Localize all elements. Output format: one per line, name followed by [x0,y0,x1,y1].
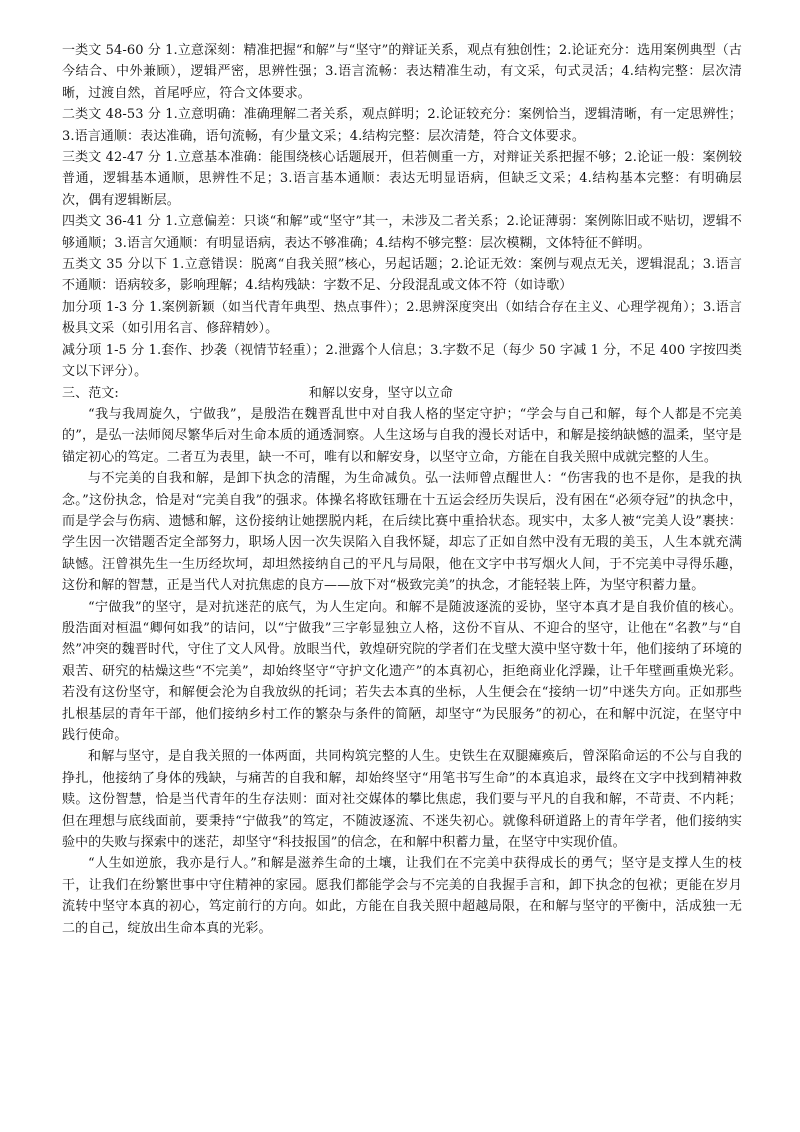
rubric-tier-4: 四类文 36-41 分 1.立意偏差：只谈“和解”或“坚守”其一，未涉及二者关系；2.论证薄弱：案例陈旧或不贴切，逻辑不够通顺；3.语言欠通顺：有明显语病，表达不够准确；4.结构不够完整：层次模糊，文体特征不鲜明。 [62,214,742,251]
document-page [62,40,742,939]
section-heading [62,383,742,404]
rubric-deduction: 减分项 1-5 分 1.套作、抄袭（视情节轻重）；2.泄露个人信息；3.字数不足（每少 50 字减 1 分，不足 400 字按四类文以下评分）。 [62,342,742,380]
rubric-tier-5: 五类文 35 分以下 1.立意错误：脱离“自我关照”核心，另起话题；2.论证无效：案例与观点无关，逻辑混乱；3.语言不通顺：语病较多，影响理解；4.结构残缺：字数不足、分段混乱或文体不符（如诗歌） [62,257,742,294]
rubric-tier-1: 一类文 54-60 分 1.立意深刻：精准把握“和解”与“坚守”的辩证关系，观点有独创性；2.论证充分：选用案例典型（古今结合、中外兼顾），逻辑严密，思辨性强；3.语言流畅：表达精准生动，有文采，句式灵活；4.结构完整：层次清晰，过渡自然，首尾呼应，符合文体要求。 [62,43,742,101]
section-label: 三、范文: [62,385,119,401]
essay-paragraph: 与不完美的自我和解，是卸下执念的清醒，为生命减负。弘一法师曾点醒世人：“伤害我的也不是你，是我的执念。”这份执念，恰是对“完美自我”的强求。体操名将欧钰珊在十五运会经历失误后，没有困在“必须夺冠”的执念中，而是学会与伤病、遗憾和解，这份接纳让她摆脱内耗，在后续比赛中重拾状态。现实中，太多人被“完美人设”裹挟：学生因一次错题否定全部努力，职场人因一次失误陷入自我怀疑，却忘了正如自然中没有无瑕的美玉，人生本就充满缺憾。汪曾祺先生一生历经坎坷，却坦然接纳自己的平凡与局限，他在文字中书写烟火人间，于不完美中寻得乐趣，这份和解的智慧，正是当代人对抗焦虑的良方——放下对“极致完美”的执念，才能轻装上阵，为坚守积蓄力量。 [62,471,742,594]
essay-paragraph: 和解与坚守，是自我关照的一体两面，共同构筑完整的人生。史铁生在双腿瘫痪后，曾深陷命运的不公与自我的挣扎，他接纳了身体的残缺，与痛苦的自我和解，却始终坚守“用笔书写生命”的本真追求，最终在文字中找到精神救赎。这份智慧，恰是当代青年的生存法则：面对社交媒体的攀比焦虑，我们要与平凡的自我和解，不苛责、不内耗；但在理想与底线面前，要秉持“宁做我”的笃定，不随波逐流、不迷失初心。就像科研道路上的青年学者，他们接纳实验中的失败与探索中的迷茫，却坚守“科技报国”的信念，在和解中积蓄力量，在坚守中实现价值。 [62,749,742,851]
essay-paragraph: “我与我周旋久，宁做我”，是殷浩在魏晋乱世中对自我人格的坚定守护；“学会与自己和解，每个人都是不完美的”，是弘一法师阅尽繁华后对生命本质的通透洞察。人生这场与自我的漫长对话中，和解是接纳缺憾的温柔，坚守是锚定初心的笃定。二者互为表里，缺一不可，唯有以和解安身，以坚守立命，方能在自我关照中成就完整的人生。 [62,406,742,465]
grading-rubric [62,40,742,383]
rubric-bonus: 加分项 1-3 分 1.案例新颖（如当代青年典型、热点事件）；2.思辨深度突出（如结合存在主义、心理学视角）；3.语言极具文采（如引用名言、修辞精妙）。 [62,299,742,337]
rubric-tier-2: 二类文 48-53 分 1.立意明确：准确理解二者关系，观点鲜明；2.论证较充分：案例恰当，逻辑清晰，有一定思辨性；3.语言通顺：表达准确，语句流畅，有少量文采；4.结构完整：层次清楚，符合文体要求。 [62,107,742,144]
model-essay [62,404,742,939]
rubric-tier-3: 三类文 42-47 分 1.立意基本准确：能围绕核心话题展开，但若侧重一方，对辩证关系把握不够；2.论证一般：案例较普通，逻辑基本通顺，思辨性不足；3.语言基本通顺：表达无明显语病，但缺乏文采；4.结构基本完整：有明确层次，偶有逻辑断层。 [62,150,742,208]
essay-paragraph: “人生如逆旅，我亦是行人。”和解是滋养生命的土壤，让我们在不完美中获得成长的勇气；坚守是支撑人生的枝干，让我们在纷繁世事中守住精神的家园。愿我们都能学会与不完美的自我握手言和，卸下执念的包袱；更能在岁月流转中坚守本真的初心，笃定前行的方向。如此，方能在自我关照中超越局限，在和解与坚守的平衡中，活成独一无二的自己，绽放出生命本真的光彩。 [62,856,742,936]
essay-paragraph: “宁做我”的坚守，是对抗迷茫的底气，为人生定向。和解不是随波逐流的妥协，坚守本真才是自我价值的核心。殷浩面对桓温“卿何如我”的诘问，以“宁做我”三字彰显独立人格，这份不盲从、不迎合的坚守，让他在“名教”与“自然”冲突的魏晋时代，守住了文人风骨。放眼当代，敦煌研究院的学者们在戈壁大漠中坚守数十年，他们接纳了环境的艰苦、研究的枯燥这些“不完美”，却始终坚守“守护文化遗产”的本真初心，拒绝商业化浮躁，让千年壁画重焕光彩。若没有这份坚守，和解便会沦为自我放纵的托词；若失去本真的坐标，人生便会在“接纳一切”中迷失方向。正如那些扎根基层的青年干部，他们接纳乡村工作的繁杂与条件的简陋，却坚守“为民服务”的初心，在和解中沉淀，在坚守中践行使命。 [62,599,742,743]
essay-title: 和解以安身，坚守以立命 [308,385,453,401]
